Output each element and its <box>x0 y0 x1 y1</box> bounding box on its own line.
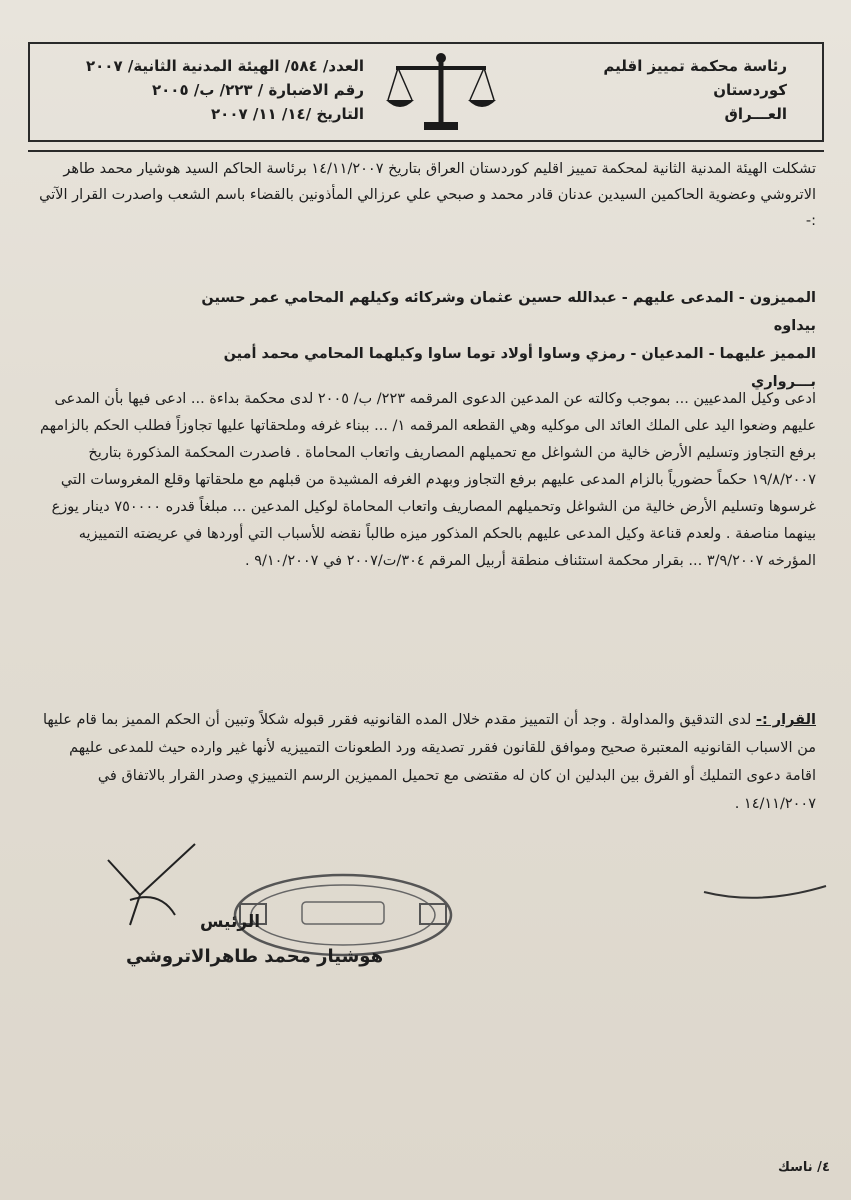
case-date: التاريخ /١٤/ ١١/ ٢٠٠٧ <box>211 105 364 123</box>
court-name-block <box>547 54 787 126</box>
header-divider <box>28 150 824 152</box>
facts-paragraph: ادعى وكيل المدعيين ... بموجب وكالته عن المدعين الدعوى المرقمه ٢٢٣/ ب/ ٢٠٠٥ لدى محكمة بداءة ... ادعى فيها بأن المدعى عليهم وضعوا اليد على الملك العائد الى موكليه وهي القطعه المرقمه ١/ ... ببناء غرفه وملحقاتها عليها تجاوزاً فطلب الحكم بالزامهم برفع التجاوز وتسليم الأرض خالية من الشواغل مع تحميلهم المصاريف واتعاب المحاماة . فاصدرت المحكمة المذكورة بتاريخ ١٩/٨/٢٠٠٧ حكماً حضورياً بالزام المدعى عليهم برفع التجاوز وبهدم الغرفه المشيدة من قبلهم مع ملحقاتها وقلع المغروسات التي غرسوها وتسليم الأرض خالية من الشواغل وتحميلهم المصاريف واتعاب المحاماة لوكيل المدعين ... مبلغاً قدره ٧٥٠٠٠٠ دينار يوزع بينهما مناصفة . ولعدم قناعة وكيل المدعى عليهم بالحكم المذكور ميزه طالباً نقضه للأسباب التي أوردها في عريضته التمييزيه المؤرخه ٣/٩/٢٠٠٧ ... بقرار محكمة استئناف منطقة أربيل المرقم ٣٠٤/ت/٢٠٠٧ في ٩/١٠/٢٠٠٧ . <box>40 391 816 569</box>
scales-of-justice-icon <box>386 50 496 136</box>
signature-title: الرئيس <box>200 912 261 932</box>
signature-name: هوشيار محمد طاهرالاتروشي <box>126 946 384 967</box>
file-number: رقم الاضبارة / ٢٢٣/ ب/ ٢٠٠٥ <box>152 81 364 99</box>
intro-paragraph: تشكلت الهيئة المدنية الثانية لمحكمة تمييز اقليم كوردستان العراق بتاريخ ١٤/١١/٢٠٠٧ برئاسة الحاكم السيد هوشيار محمد طاهر الاتروشي وعضوية الحاكمين السيدين عدنان قادر محمد و صبحي علي عرزالي المأذونين بالقضاء باسم الشعب واصدرت القرار الآتي :- <box>39 161 816 229</box>
parties-block <box>160 284 816 396</box>
case-number: العدد/ ٥٨٤/ الهيئة المدنية الثانية/ ٢٠٠٧ <box>86 57 364 75</box>
decision-paragraph <box>36 706 816 818</box>
appellant-line: المميزون - المدعى عليهم - عبدالله حسين عثمان وشركائه وكيلهم المحامي عمر حسين بيداوه <box>201 290 816 334</box>
court-name-line1: رئاسة محكمة تمييز اقليم كوردستان <box>603 57 787 99</box>
page-number: ٤/ ناسك <box>778 1160 830 1175</box>
handwritten-signature-icon <box>100 840 210 930</box>
respondent-line: المميز عليهما - المدعيان - رمزي وساوا أولاد توما ساوا وكيلهما المحامي محمد أمين بـــرواري <box>223 346 816 390</box>
initials-mark-icon <box>700 878 830 908</box>
decision-label: القرار :- <box>755 712 816 728</box>
decision-text: لدى التدقيق والمداولة . وجد أن التمييز مقدم خلال المده القانونيه فقرر قبوله شكلاً وتبين أن الحكم المميز بما قام عليها من الاسباب القانونيه المعتبرة صحيح وموافق للقانون فقرر تصديقه ورد الطعونات التمييزيه لأنها غير وارده حيث للمدعى عليهم اقامة دعوى التمليك أو الفرق بين البدلين ان كان له مقتضى مع تحميل المميزين الرسم التمييزي وصدر القرار بالاتفاق في ١٤/١١/٢٠٠٧ . <box>42 712 816 812</box>
court-name-line2: العـــراق <box>724 105 787 123</box>
case-info-block <box>64 54 364 126</box>
